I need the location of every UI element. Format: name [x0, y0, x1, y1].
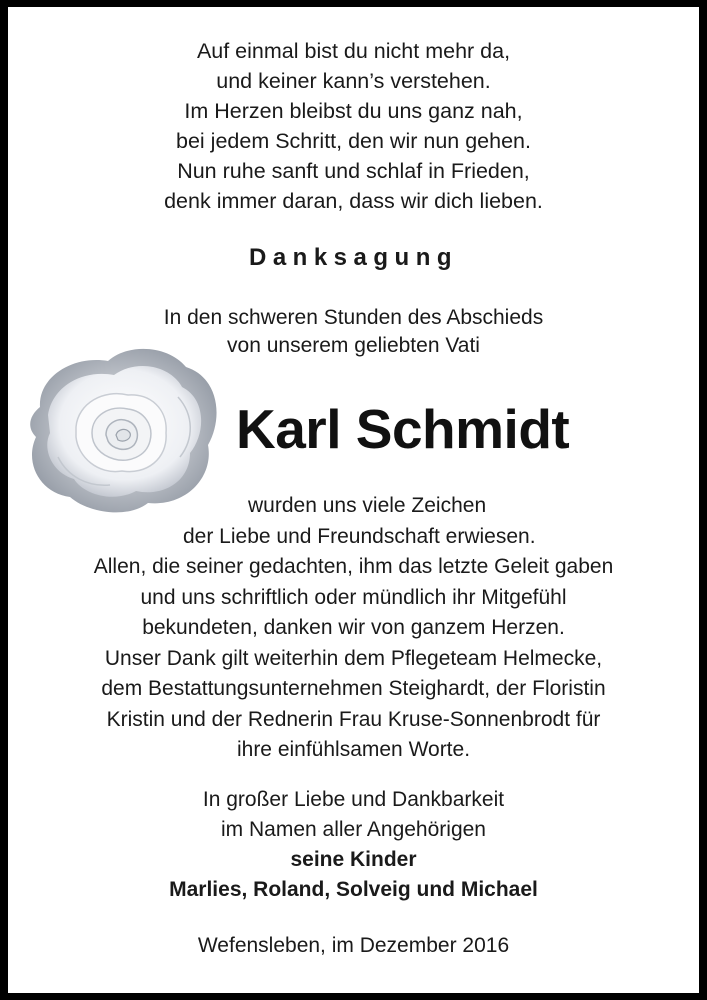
- intro-line: In den schweren Stunden des Abschieds: [163, 306, 544, 329]
- thanks-line: Unser Dank gilt weiterhin dem Pflegeteam Helmecke,: [104, 646, 603, 670]
- signatory-relation: seine Kinder: [290, 848, 417, 871]
- poem-line: Auf einmal bist du nicht mehr da,: [196, 39, 511, 63]
- heading-danksagung: Danksagung: [248, 244, 459, 271]
- thanks-line: dem Bestattungsunternehmen Steighardt, der Floristin: [101, 677, 606, 700]
- poem-line: Im Herzen bleibst du uns ganz nah,: [184, 99, 523, 123]
- place-date: Wefensleben, im Dezember 2016: [197, 934, 510, 957]
- poem-line: denk immer daran, dass wir dich lieben.: [164, 189, 543, 213]
- deceased-name: Karl Schmidt: [236, 398, 570, 460]
- closing-line: In großer Liebe und Dankbarkeit: [202, 788, 505, 811]
- intro-line: von unserem geliebten Vati: [227, 334, 480, 357]
- thanks-line: und uns schriftlich oder mündlich ihr Mitgefühl: [140, 585, 567, 609]
- thanks-line: Kristin und der Rednerin Frau Kruse-Sonnenbrodt für: [106, 707, 601, 731]
- poem-line: und keiner kann’s verstehen.: [216, 69, 491, 93]
- signatory-names: Marlies, Roland, Solveig und Michael: [169, 878, 538, 901]
- closing-line: im Namen aller Angehörigen: [221, 818, 486, 841]
- thanks-line: wurden uns viele Zeichen: [248, 494, 487, 517]
- thanks-line: Allen, die seiner gedachten, ihm das letzte Geleit gaben: [93, 555, 614, 578]
- white-rose-icon: [18, 337, 228, 517]
- thanks-text: [8, 491, 699, 766]
- closing: [8, 785, 699, 905]
- poem-line: Nun ruhe sanft und schlaf in Frieden,: [177, 159, 530, 183]
- obituary-card: [8, 7, 699, 993]
- poem: [8, 36, 699, 216]
- poem-line: bei jedem Schritt, den wir nun gehen.: [176, 129, 531, 153]
- thanks-line: ihre einfühlsamen Worte.: [236, 738, 471, 761]
- thanks-line: bekundeten, danken wir von ganzem Herzen.: [142, 616, 565, 639]
- thanks-line: der Liebe und Freundschaft erwiesen.: [183, 524, 536, 548]
